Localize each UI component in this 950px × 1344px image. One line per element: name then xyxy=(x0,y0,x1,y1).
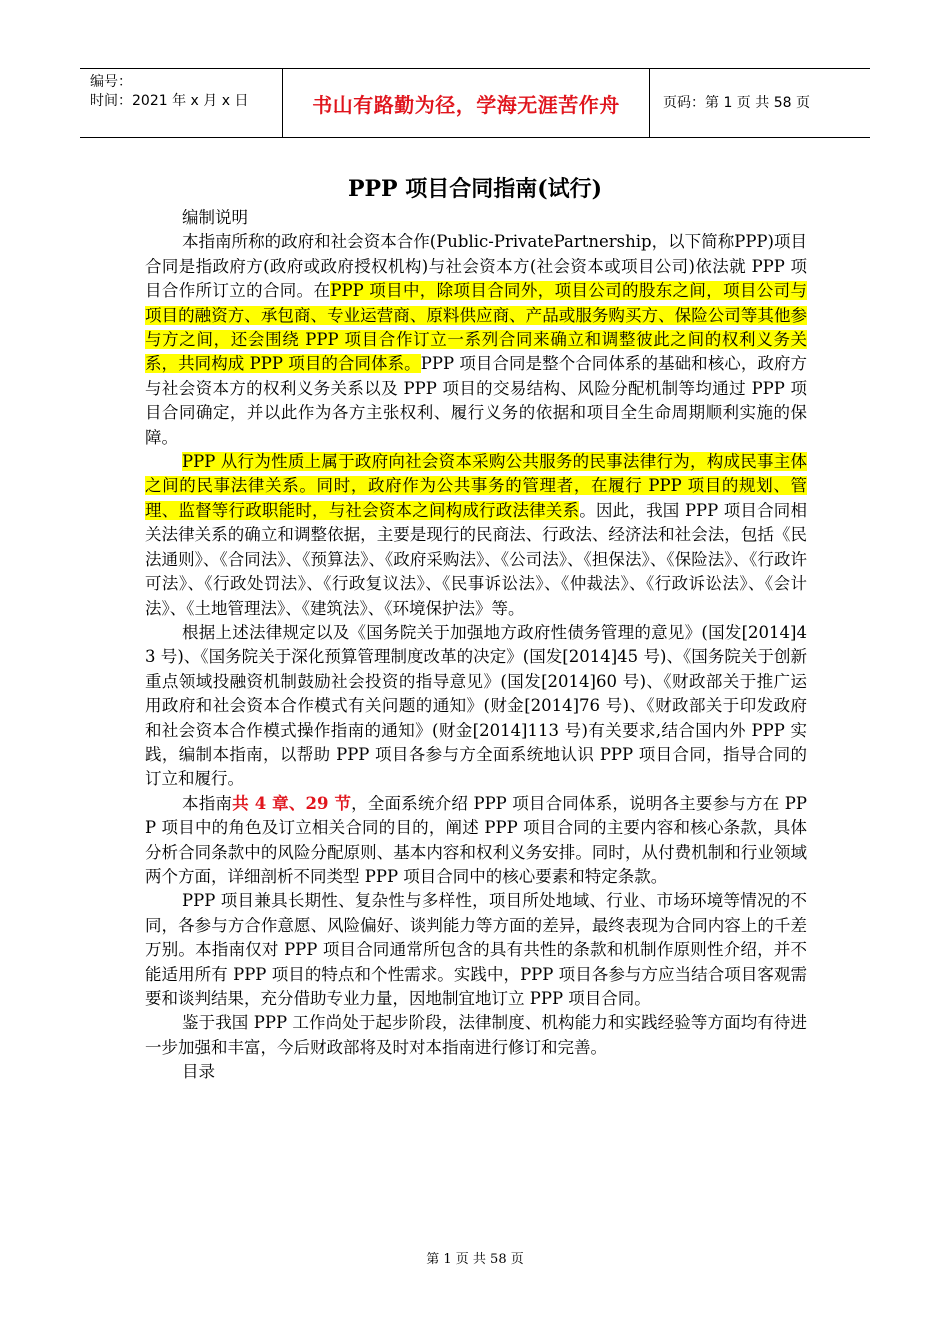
header-page-cell xyxy=(649,69,870,137)
paragraph-text: 本指南 xyxy=(182,793,233,813)
paragraph-legal-nature xyxy=(145,450,807,621)
paragraph-basis: 根据上述法律规定以及《国务院关于加强地方政府性债务管理的意见》(国发[2014]43 号)、《国务院关于深化预算管理制度改革的决定》(国发[2014]45 号)、《国务院关于创新重点领域投融资机制鼓励社会投资的指导意见》(国发[2014]60 号)、《财政部关于推广运用政府和社会资本合作模式有关问题的通知》(财金[2014]76 号)、《财政部关于印发政府和社会资本合作模式操作指南的通知》(财金[2014]113 号)有关要求,结合国内外 PPP 实践，编制本指南，以帮助 PPP 项目各参与方全面系统地认识 PPP 项目合同，指导合同的订立和履行。 xyxy=(145,622,807,789)
number-label: 编号： xyxy=(90,74,132,90)
time-label: 时间：2021 年 x 月 x 日 xyxy=(90,93,249,109)
paragraph-diversity: PPP 项目兼具长期性、复杂性与多样性，项目所处地域、行业、市场环境等情况的不同，各参与方合作意愿、风险偏好、谈判能力等方面的差异，最终表现为合同内容上的千差万别。本指南仅对 PPP 项目合同通常所包含的具有共性的条款和机制作原则性介绍，并不能适用所有 PPP 项目的特点和个性需求。实践中，PPP 项目各参与方应当结合项目客观需要和谈判结果，充分借助专业力量，因地制宜地订立 PPP 项目合同。 xyxy=(145,891,807,1008)
paragraph-text: ，全面系统介绍 PPP 项目合同体系，说明各主要参与方在 PPP 项目中的角色及订立相关合同的目的，阐述 PPP 项目合同的主要内容和核心条款，具体分析合同条款中的风险分配原则、基本内容和权利义务安排。同时，从付费机制和行业领域两个方面，详细剖析不同类型 PPP 项目合同中的核心要素和特定条款。 xyxy=(145,793,808,886)
paragraph-revision: 鉴于我国 PPP 工作尚处于起步阶段，法律制度、机构能力和实践经验等方面均有待进一步加强和丰富，今后财政部将及时对本指南进行修订和完善。 xyxy=(145,1013,807,1057)
header-motto-cell xyxy=(282,69,650,137)
paragraph-text: 本指南所称的政府和社会资本合作(Public-PrivatePartnership，以下简称PPP)项目合同是指政府方(政府或政府授权机构)与社会资本方(社会资本或项目公司)依法就 PPP 项目合作所订立的合同。在 xyxy=(145,232,807,301)
paragraph-definition xyxy=(145,230,807,450)
page-header xyxy=(80,68,870,138)
paragraph-text: PPP 项目合同是整个合同体系的基础和核心，政府方与社会资本方的权利义务关系以及 PPP 项目的交易结构、风险分配机制等均通过 PPP 项目合同确定，并以此作为各方主张权利、履行义务的依据和项目全生命周期顺利实施的保障。 xyxy=(145,354,808,447)
document-body xyxy=(145,206,807,1085)
highlighted-text: PPP 从行为性质上属于政府向社会资本采购公共服务的民事法律行为，构成民事主体之间的民事法律关系。同时，政府作为公共事务的管理者，在履行 PPP 项目的规划、管理、监督等行政职能时，与社会资本之间构成行政法律关系 xyxy=(145,452,807,520)
page-footer: 第 1 页 共 58 页 xyxy=(426,1252,524,1267)
emphasis-text: 共 4 章、29 节 xyxy=(232,793,352,813)
header-meta xyxy=(80,69,280,137)
section-heading-compilation: 编制说明 xyxy=(182,208,248,227)
section-heading-toc: 目录 xyxy=(182,1062,215,1082)
header-motto: 书山有路勤为径，学海无涯苦作舟 xyxy=(312,92,620,117)
highlighted-text: PPP 项目中，除项目合同外，项目公司的股东之间，项目公司与项目的融资方、承包商、专业运营商、原料供应商、产品或服务购买方、保险公司等其他参与方之间，还会围绕 PPP 项目合作订立一系列合同来确立和调整彼此之间的权利义务关系，共同构成 PPP 项目的合同体系。 xyxy=(145,281,808,374)
paragraph-structure xyxy=(145,792,807,890)
page-info: 页码：第 1 页 共 58 页 xyxy=(663,94,810,111)
document-title: PPP 项目合同指南(试行) xyxy=(347,176,603,202)
paragraph-text: 。因此，我国 PPP 项目合同相关法律关系的确立和调整依据，主要是现行的民商法、行政法、经济法和社会法，包括《民法通则》、《合同法》、《预算法》、《政府采购法》、《公司法》、《担保法》、《保险法》、《行政许可法》、《行政处罚法》、《行政复议法》、《民事诉讼法》、《仲裁法》、《行政诉讼法》、《会计法》、《土地管理法》、《建筑法》、《环境保护法》等。 xyxy=(145,500,808,618)
